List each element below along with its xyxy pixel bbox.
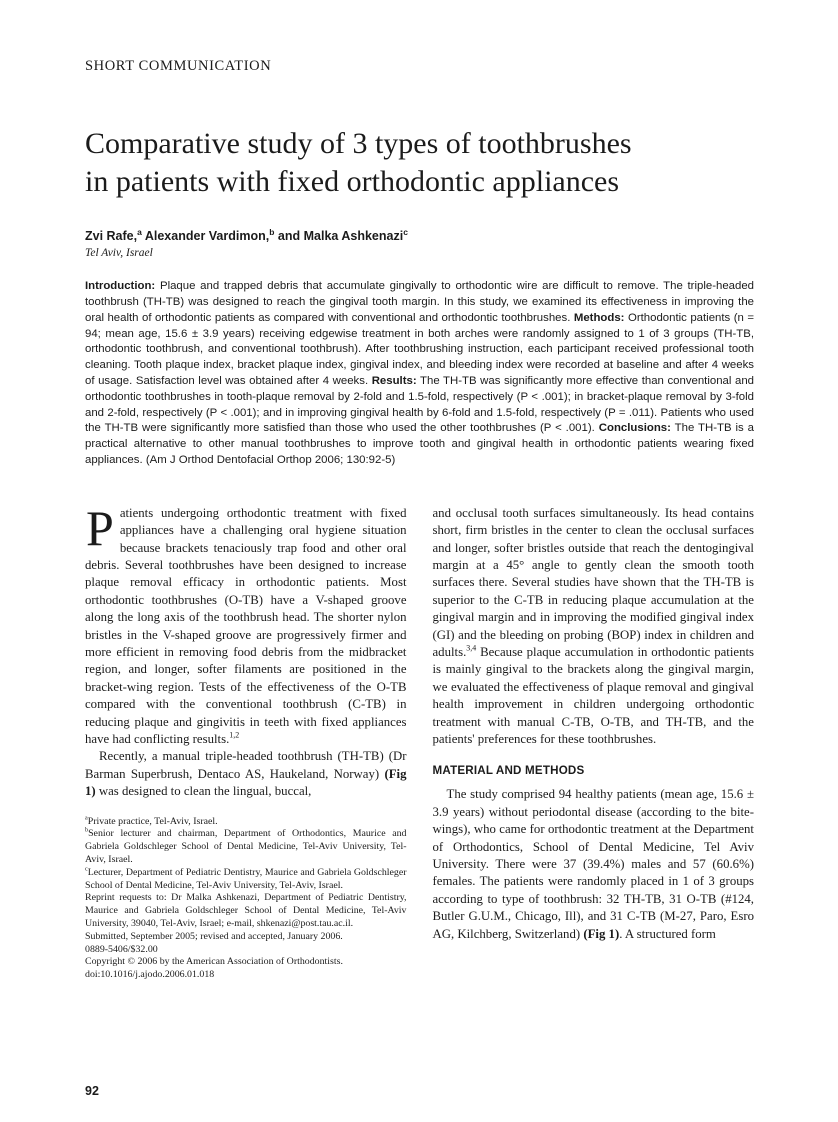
abstract-label-methods: Methods: (573, 311, 625, 324)
submission-history-note: Submitted, September 2005; revised and accepted, January 2006. (85, 930, 343, 942)
intro-paragraph-text: atients undergoing orthodontic treatment with fixed appliances have a challenging oral hygiene situation because brackets tenaciously trap food and other oral debris. Several toothbrushes have been designed to increase plaque removal efficacy in orthodontic patients. Most orthodontic toothbrushes (O-TB) have a V-shaped groove along the long axis of the toothbrush head. The shorter nylon bristles in the V-shaped groove are progressively firmer and more efficient in removing food debris from the midbracket region, and longer, softer filaments are positioned in the bracket-wing region. Tests of the effectiveness of the O-TB compared with the conventional toothbrush (C-TB) in reducing plaque and gingivitis in teeth with fixed appliances have had conflicting results. (85, 505, 407, 746)
right-column (433, 505, 755, 982)
page-number: 92 (85, 1084, 99, 1098)
reprint-requests-note: Reprint requests to: Dr Malka Ashkenazi, Department of Pediatric Dentistry, Maurice and Gabriela Goldschleger School of Dental Medicine, Tel-Aviv University, 39040, Tel-Aviv, Israel; e-mail, shkenazi@post.tau.ac.il. (85, 892, 407, 929)
doi-note: doi:10.1016/j.ajodo.2006.01.018 (85, 969, 215, 981)
footnote-text: Private practice, Tel-Aviv, Israel. (87, 815, 218, 827)
reference-mark: 1,2 (229, 730, 240, 740)
abstract-text-methods: Orthodontic patients (n = 94; mean age, 15.6 ± 3.9 years) receiving edgewise treatment in both arches were randomly assigned to 1 of 3 groups (TH-TB, orthodontic toothbrush, and conventional toothbrush). After toothbrushing instruction, each participant received professional tooth cleaning. Tooth plaque index, bracket plaque index, gingival index, and bleeding index were recorded at baseline and after 4 weeks of usage. Satisfaction level was obtained after 4 weeks. (85, 311, 754, 387)
author-affiliation-mark: c (403, 227, 408, 237)
reference-mark: 3,4 (466, 643, 477, 653)
affiliation-footnote (85, 867, 407, 893)
article-title (85, 125, 754, 201)
body-paragraph (433, 786, 755, 943)
author-name: and Malka Ashkenazi (277, 229, 404, 244)
footnote-text: Lecturer, Department of Pediatric Dentistry, Maurice and Gabriela Goldschleger School of Dental Medicine, Tel-Aviv University, Tel-Aviv, Israel. (85, 866, 407, 891)
body-paragraph-text: . A structured form (619, 926, 716, 941)
left-column (85, 499, 407, 982)
footnote-mark: c (85, 866, 88, 873)
affiliation-footnote (85, 828, 407, 866)
article-title-line-2: in patients with fixed orthodontic appliances (85, 165, 620, 198)
intro-paragraph (85, 499, 407, 749)
author-name: Zvi Rafe, (85, 229, 138, 244)
abstract-label-results: Results: (371, 374, 417, 387)
copyright-note: Copyright © 2006 by the American Association of Orthodontists. (85, 956, 343, 968)
footnotes-block (85, 816, 407, 982)
abstract-text-results: The TH-TB was significantly more effective than conventional and orthodontic toothbrushes in tooth-plaque removal by 2-fold and 1.5-fold, respectively (P < .001); in bracket-plaque removal by 3-fold and 2-fold, respectively (P < .001); and in improving gingival health by 6-fold and 1.5-fold, respectively (P = .011). Patients who used the TH-TB were significantly more satisfied than those who used the other toothbrushes (P < .001). (85, 374, 754, 435)
figure-reference: (Fig 1) (85, 766, 407, 799)
body-paragraph-text: was designed to clean the lingual, buccal, (98, 784, 312, 799)
affiliation-location: Tel Aviv, Israel (85, 247, 153, 260)
body-paragraph (433, 505, 755, 749)
abstract-text-conclusions: The TH-TB is a practical alternative to other manual toothbrushes to improve tooth and gingival health in orthodontic patients wearing fixed appliances. (85, 422, 754, 466)
section-kicker: SHORT COMMUNICATION (85, 58, 272, 74)
body-paragraph-text: The study comprised 94 healthy patients (mean age, 15.6 ± 3.9 years) without periodontal disease (according to the bite-wings), who came for orthodontic treatment at the Department of Orthodontics, School of Dental Medicine, Tel Aviv University. There were 37 (39.4%) males and 57 (60.6%) females. The patients were randomly placed in 1 of 3 groups according to type of toothbrush: 32 TH-TB, 31 O-TB (#124, Butler G.U.M., Chicago, Ill), and 31 C-TB (M-27, Paro, Esro AG, Kilchberg, Switzerland) (432, 787, 754, 941)
footnote-mark: a (85, 815, 88, 822)
body-paragraph-text: Recently, a manual triple-headed toothbrush (TH-TB) (Dr Barman Superbrush, Dentaco AS, Haukeland, Norway) (85, 749, 407, 781)
section-heading-material-and-methods: MATERIAL AND METHODS (432, 764, 585, 778)
author-line (85, 227, 754, 243)
body-paragraph (85, 748, 407, 800)
drop-cap: P (86, 499, 114, 556)
abstract (85, 279, 754, 469)
body-paragraph-text: and occlusal tooth surfaces simultaneously. Its head contains short, firm bristles in the center to clean the occlusal surfaces and longer, softer bristles outside that reach the dentogingival margin at a 45° angle to gently clean the smooth tooth surfaces there. Several studies have shown that the TH-TB is superior to the C-TB in reducing plaque accumulation at the gingival margin and in improving the modified gingival index (GI) and the bleeding on probing (BOP) index in children and adults. (432, 505, 754, 659)
footnote-text: Senior lecturer and chairman, Department of Orthodontics, Maurice and Gabriela Goldschleger School of Dental Medicine, Tel-Aviv University, Tel-Aviv, Israel. (85, 828, 407, 866)
abstract-paragraph (85, 279, 754, 469)
body-columns (85, 499, 754, 982)
body-paragraph-text: Because plaque accumulation in orthodontic patients is mainly gingival to the brackets along the gingival margin, we evaluated the effectiveness of plaque removal and gingival health improvement in children undergoing orthodontic treatment with manual C-TB, O-TB, and TH-TB, and the patients' preferences for these toothbrushes. (432, 644, 754, 746)
author-name: Alexander Vardimon, (144, 229, 270, 244)
article-title-line-1: Comparative study of 3 types of toothbrushes (85, 127, 632, 160)
author-affiliation-mark: b (269, 227, 275, 237)
abstract-citation: (Am J Orthod Dentofacial Orthop 2006; 130:92-5) (145, 453, 396, 466)
issn-price-note: 0889-5406/$32.00 (85, 943, 158, 955)
abstract-label-conclusions: Conclusions: (598, 422, 671, 435)
figure-reference: (Fig 1) (583, 926, 620, 941)
abstract-label-introduction: Introduction: (85, 280, 156, 293)
author-affiliation-mark: a (137, 227, 142, 237)
affiliation-footnote (85, 816, 407, 829)
abstract-text-introduction: Plaque and trapped debris that accumulate gingivally to orthodontic wire are difficult to remove. The triple-headed toothbrush (TH-TB) was designed to reach the gingival tooth margin. In this study, we examined its effectiveness in improving the oral health of orthodontic patients as compared with conventional and orthodontic toothbrushes. (85, 280, 754, 324)
footnote-mark: b (85, 828, 89, 835)
